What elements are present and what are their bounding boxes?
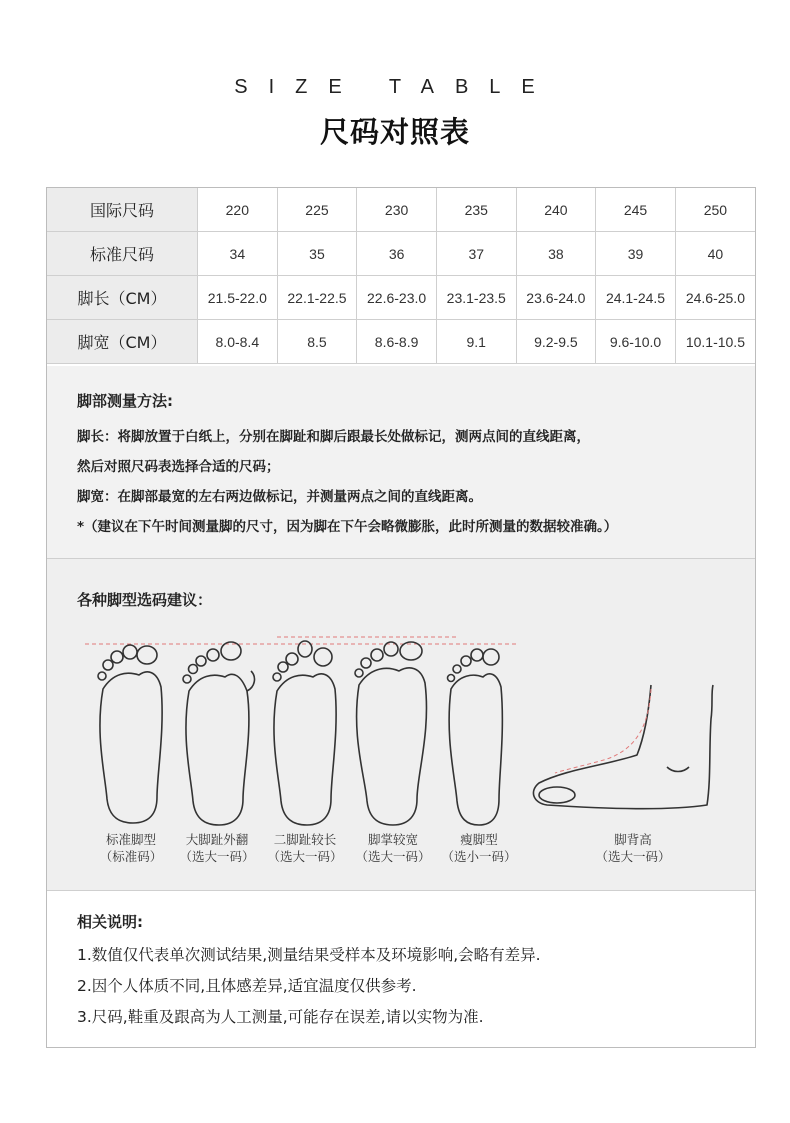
note-line: 2.因个人体质不同,且体感差异,适宜温度仅供参考. — [77, 977, 417, 995]
foot-bunion-icon — [183, 642, 254, 825]
size-table-cell: 9.2-9.5 — [516, 320, 596, 364]
size-table-cell: 225 — [277, 188, 357, 232]
foot-types-title: 各种脚型选码建议： — [77, 591, 213, 609]
size-table-cell: 38 — [516, 232, 596, 276]
foot-high-instep-icon — [533, 685, 713, 809]
foot-label-wide: 脚掌较宽 （选大一码） — [355, 832, 431, 864]
foot-thin-icon — [448, 649, 503, 825]
foot-label-bunion: 大脚趾外翻 （选大一码） — [179, 832, 255, 864]
size-table-cell: 22.6-23.0 — [357, 276, 437, 320]
size-table-row — [47, 320, 755, 364]
foot-wide-icon — [355, 642, 426, 825]
measurement-line: 脚宽：在脚部最宽的左右两边做标记，并测量两点之间的直线距离。 — [77, 489, 482, 505]
size-table-cell: 35 — [277, 232, 357, 276]
size-table-cell: 250 — [675, 188, 755, 232]
measurement-section — [47, 366, 755, 559]
foot-label-standard: 标准脚型 （标准码） — [99, 832, 163, 864]
size-table-row-header: 国际尺码 — [47, 188, 198, 232]
size-table-row-header: 脚宽（CM） — [47, 320, 198, 364]
size-table-cell: 8.6-8.9 — [357, 320, 437, 364]
size-table-row — [47, 188, 755, 232]
title-english: SIZE TABLE — [234, 76, 556, 98]
measurement-line: 然后对照尺码表选择合适的尺码； — [77, 459, 280, 475]
notes-title: 相关说明: — [77, 913, 143, 931]
size-table-cell: 9.1 — [436, 320, 516, 364]
foot-types-section — [47, 559, 755, 891]
size-table-cell: 22.1-22.5 — [277, 276, 357, 320]
size-table-row-header: 脚长（CM） — [47, 276, 198, 320]
size-table-row — [47, 232, 755, 276]
size-table-cell: 230 — [357, 188, 437, 232]
size-table-row — [47, 276, 755, 320]
size-table-cell: 36 — [357, 232, 437, 276]
measurement-title: 脚部测量方法: — [77, 392, 173, 410]
foot-label-thin: 瘦脚型 （选小一码） — [441, 832, 517, 864]
foot-long-second-toe-icon — [273, 641, 336, 825]
size-table-cell: 37 — [436, 232, 516, 276]
foot-label-long-second-toe: 二脚趾较长 （选大一码） — [267, 832, 343, 864]
size-chart-frame — [46, 187, 756, 1048]
note-line: 3.尺码,鞋重及跟高为人工测量,可能存在误差,请以实物为准. — [77, 1008, 484, 1026]
size-table-cell: 240 — [516, 188, 596, 232]
notes-section — [47, 891, 755, 1047]
size-table-cell: 10.1-10.5 — [675, 320, 755, 364]
foot-standard-icon — [98, 645, 162, 823]
note-line: 1.数值仅代表单次测试结果,测量结果受样本及环境影响,会略有差异. — [77, 946, 541, 964]
size-table-row-header: 标准尺码 — [47, 232, 198, 276]
size-table — [47, 188, 755, 364]
title-chinese: 尺码对照表 — [319, 115, 470, 149]
size-table-cell: 21.5-22.0 — [198, 276, 278, 320]
size-table-cell: 24.6-25.0 — [675, 276, 755, 320]
size-table-cell: 40 — [675, 232, 755, 276]
size-table-cell: 8.5 — [277, 320, 357, 364]
size-table-cell: 9.6-10.0 — [596, 320, 676, 364]
size-table-cell: 220 — [198, 188, 278, 232]
measurement-line: 脚长：将脚放置于白纸上，分别在脚趾和脚后跟最长处做标记，测两点间的直线距离， — [77, 429, 590, 445]
size-table-cell: 39 — [596, 232, 676, 276]
size-table-cell: 245 — [596, 188, 676, 232]
measurement-line: *（建议在下午时间测量脚的尺寸，因为脚在下午会略微膨胀，此时所测量的数据较准确。） — [77, 519, 618, 535]
size-table-cell: 24.1-24.5 — [596, 276, 676, 320]
size-table-cell: 235 — [436, 188, 516, 232]
size-table-cell: 8.0-8.4 — [198, 320, 278, 364]
foot-label-high-instep: 脚背高 （选大一码） — [595, 832, 671, 864]
size-table-cell: 34 — [198, 232, 278, 276]
size-table-cell: 23.6-24.0 — [516, 276, 596, 320]
size-table-cell: 23.1-23.5 — [436, 276, 516, 320]
